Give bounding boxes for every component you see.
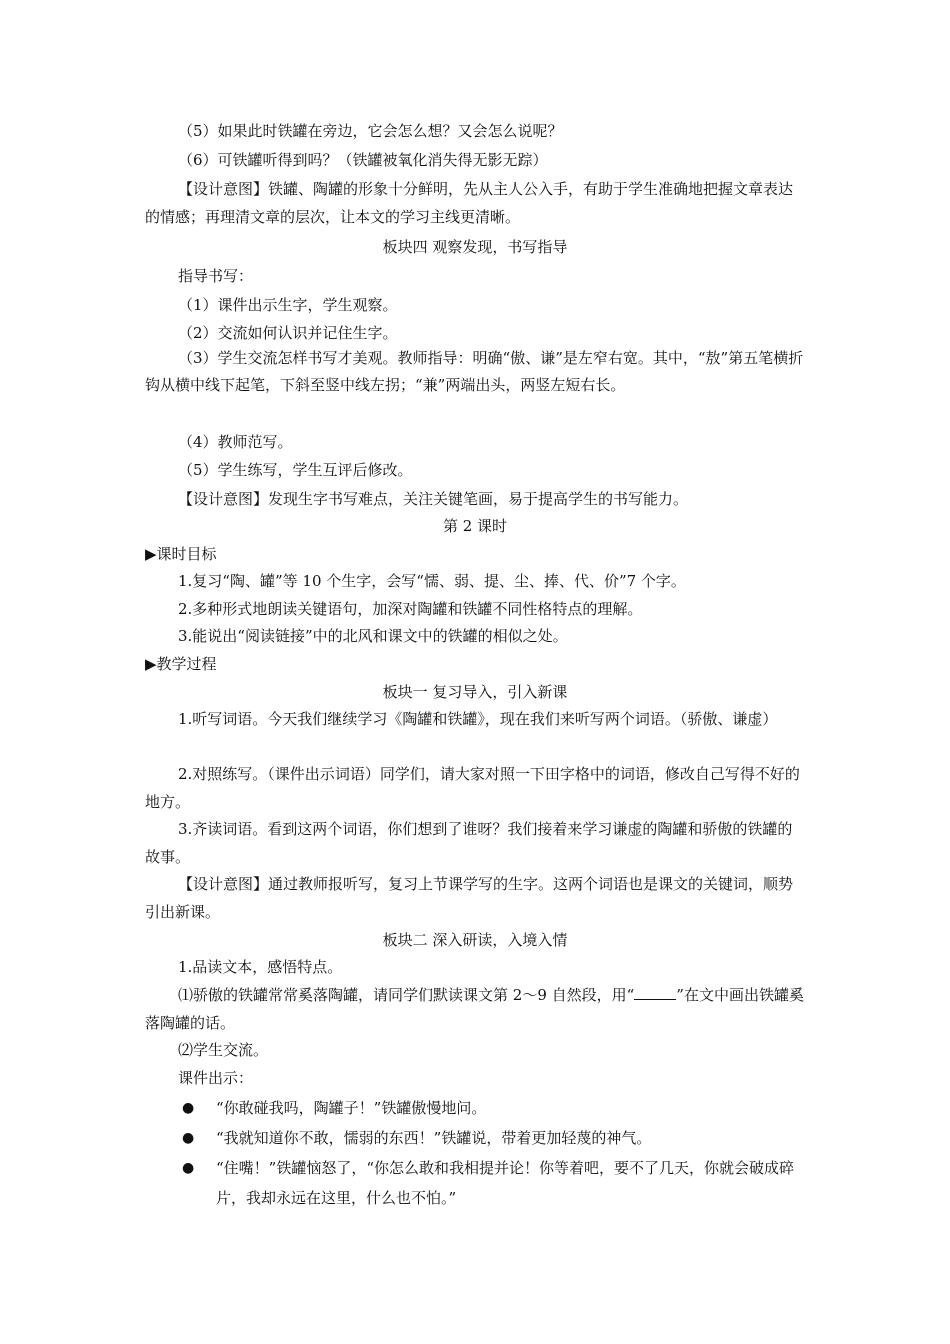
section-heading-2: 板块二 深入研读，入境入情 (382, 931, 568, 949)
section-heading-4: 板块四 观察发现，书写指导 (382, 238, 568, 256)
quote-1: “你敢碰我吗，陶罐子！”铁罐傲慢地问。 (216, 1099, 487, 1117)
reading-step-1a-part1: ⑴骄傲的铁罐常常奚落陶罐，请同学们默读课文第 2～9 自然段，用“ (178, 986, 635, 1004)
design-intent-2: 【设计意图】发现生字书写难点，关注关键笔画，易于提高学生的书写能力。 (178, 490, 689, 508)
underline-blank (634, 985, 676, 1000)
step-compare: 2.对照练写。（课件出示词语）同学们，请大家对照一下田字格中的词语，修改自己写得不好的地方。 (145, 765, 800, 811)
reading-step-1b: ⑵学生交流。 (178, 1041, 269, 1059)
step-dictation: 1.听写词语。今天我们继续学习《陶罐和铁罐》，现在我们来听写两个词语。（骄傲、谦虚） (178, 710, 778, 728)
question-5: （5）如果此时铁罐在旁边，它会怎么想？又会怎么说呢？ (178, 122, 563, 140)
goal-3: 3.能说出“阅读链接”中的北风和课文中的铁罐的相似之处。 (178, 627, 568, 645)
design-intent-1: 【设计意图】铁罐、陶罐的形象十分鲜明，先从主人公入手，有助于学生准确地把握文章表达的情感；再理清文章的层次，让本文的学习主线更清晰。 (145, 180, 794, 226)
step-read-aloud: 3.齐读词语。看到这两个词语，你们想到了谁呀？我们接着来学习谦虚的陶罐和骄傲的铁罐的故事。 (145, 820, 793, 866)
question-6: （6）可铁罐听得到吗？（铁罐被氧化消失得无影无踪） (178, 151, 548, 169)
writing-step-2: （2）交流如何认识并记住生字。 (178, 324, 398, 342)
lesson-2-heading: 第 2 课时 (442, 517, 508, 535)
reading-step-1a (145, 981, 805, 1037)
goals-heading: ▶课时目标 (145, 545, 217, 563)
goal-2: 2.多种形式地朗读关键语句，加深对陶罐和铁罐不同性格特点的理解。 (178, 600, 643, 618)
bullet-icon: ● (182, 1100, 195, 1116)
writing-step-5: （5）学生练写，学生互评后修改。 (178, 461, 413, 479)
writing-guide-label: 指导书写： (178, 267, 254, 285)
goal-1: 1.复习“陶、罐”等 10 个生字，会写“懦、弱、提、尘、捧、代、价”7 个字。 (178, 572, 686, 590)
writing-step-1: （1）课件出示生字，学生观察。 (178, 296, 398, 314)
slide-label: 课件出示： (178, 1069, 254, 1087)
writing-step-4: （4）教师范写。 (178, 433, 293, 451)
reading-step-1a-part2: ”在文中画出铁罐奚落陶罐的话。 (145, 986, 804, 1032)
section-heading-1: 板块一 复习导入，引入新课 (382, 683, 568, 701)
design-intent-3: 【设计意图】通过教师报听写，复习上节课学写的生字。这两个词语也是课文的关键词，顺势引出新课。 (145, 875, 794, 921)
quote-2: “我就知道你不敢，懦弱的东西！”铁罐说，带着更加轻蔑的神气。 (216, 1129, 652, 1147)
quote-3: “住嘴！”铁罐恼怒了，“你怎么敢和我相提并论！你等着吧，要不了几天，你就会破成碎片，我却永远在这里，什么也不怕。” (216, 1159, 795, 1207)
bullet-icon: ● (182, 1130, 195, 1146)
bullet-icon: ● (182, 1160, 195, 1176)
writing-step-3: （3）学生交流怎样书写才美观。教师指导：明确“傲、谦”是左窄右宽。其中，“敖”第五笔横折钩从横中线下起笔，下斜至竖中线左拐；“兼”两端出头，两竖左短右长。 (145, 349, 804, 394)
reading-step-1: 1.品读文本，感悟特点。 (178, 958, 343, 976)
process-heading: ▶教学过程 (145, 655, 217, 673)
